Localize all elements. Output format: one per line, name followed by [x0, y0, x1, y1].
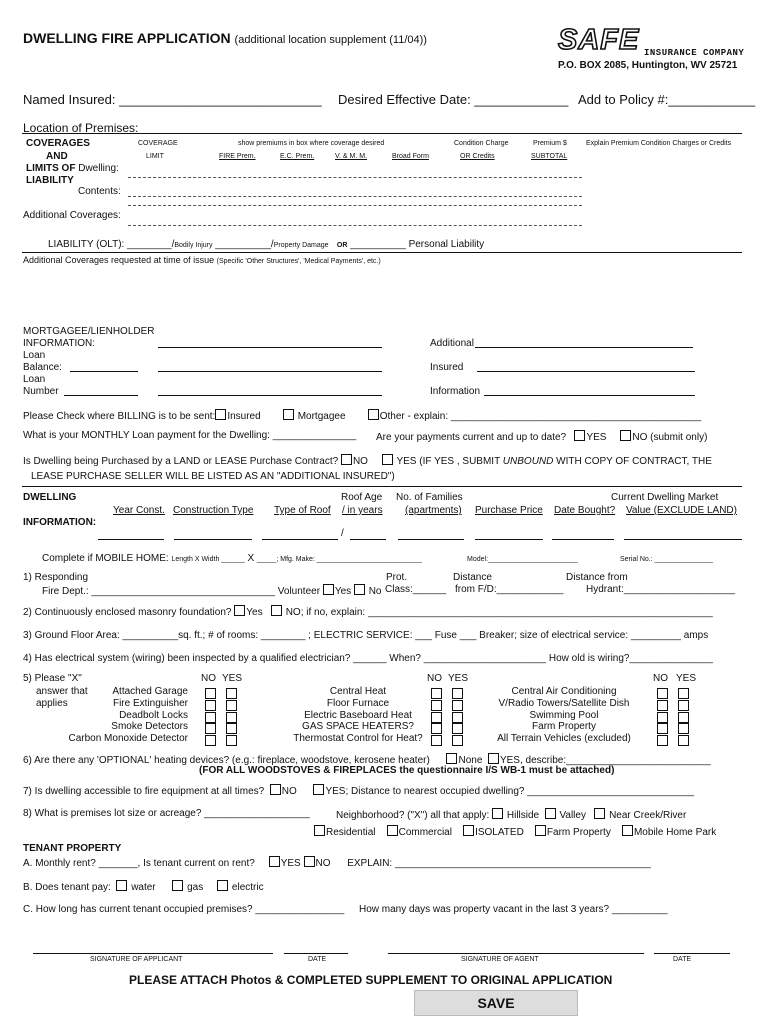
loan-number-field[interactable] — [64, 395, 138, 396]
masonry-row: 2) Continuously enclosed masonry foundation? Yes NO; if no, explain: ______________________________________________________________ — [23, 607, 713, 618]
save-button[interactable]: SAVE — [414, 990, 578, 1016]
mortgagee-info-label: INFORMATION: — [23, 338, 96, 349]
q5-yes-checkbox[interactable] — [226, 688, 237, 699]
neighborhood-row: Neighborhood? ("X") all that apply: Hillside Valley Near Creek/River — [336, 810, 687, 821]
families-header: No. of Families — [396, 492, 463, 503]
dwelling-label: Dwelling: — [78, 163, 119, 174]
loan-label: Loan — [23, 350, 46, 361]
market-value-header: Current Dwelling Market — [611, 492, 719, 503]
accessible-yes-checkbox[interactable] — [313, 784, 324, 795]
rent-yes-checkbox[interactable] — [269, 856, 280, 867]
effective-date-field[interactable]: Desired Effective Date: _____________ — [338, 92, 569, 107]
ground-floor-row[interactable]: 3) Ground Floor Area: __________sq. ft.; # of rooms: ________ ; ELECTRIC SERVICE: ___ Fuse ___ Breaker; size of electrical service: _________ amps — [23, 630, 709, 641]
heating-none-checkbox[interactable] — [446, 753, 457, 764]
q5-col2-labels: Central Heat Floor Furnace Electric Baseboard Heat GAS SPACE HEATERS? Thermostat Control for Heat? — [293, 686, 423, 745]
contents-row-line-2[interactable] — [128, 205, 582, 206]
q5-no-checkbox[interactable] — [657, 688, 668, 699]
q5-no-checkbox[interactable] — [657, 723, 668, 734]
number-label: Number — [23, 386, 59, 397]
from-fd-field[interactable]: from F/D:____________ — [455, 584, 564, 595]
q5-no-checkbox[interactable] — [205, 688, 216, 699]
q5-no-header-3: NO — [653, 673, 668, 684]
volunteer-yes-checkbox[interactable] — [323, 584, 334, 595]
add-to-policy-field[interactable]: Add to Policy #:____________ — [578, 92, 756, 107]
q5-yes-checkbox[interactable] — [678, 712, 689, 723]
electrician-row[interactable]: 4) Has electrical system (wiring) been inspected by a qualified electrician? ______ When? ______________________ How old is wiring?_______________ — [23, 653, 713, 664]
company-logo: SAFE — [558, 24, 640, 56]
additional-insured-field-2[interactable] — [477, 371, 695, 372]
company-address: P.O. BOX 2085, Huntington, WV 25721 — [558, 60, 738, 71]
q5-no-checkbox[interactable] — [657, 712, 668, 723]
col-condition: Condition Charge — [454, 140, 509, 147]
date-bought-header: Date Bought? — [554, 505, 616, 516]
section-divider-2 — [22, 486, 742, 487]
in-years-header: / in years — [342, 505, 383, 516]
valley-checkbox[interactable] — [545, 808, 556, 819]
applicant-signature-line[interactable] — [33, 953, 273, 954]
model-field[interactable]: Model:_______________________ — [467, 556, 578, 563]
section-divider — [22, 252, 742, 253]
q5-col1-labels: Attached Garage Fire Extinguisher Deadbolt Locks Smoke Detectors Carbon Monoxide Detector — [68, 686, 188, 745]
families-field[interactable] — [398, 539, 464, 540]
col-limit: LIMIT — [146, 153, 164, 160]
apartments-header: (apartments) — [405, 505, 462, 516]
q5-col3-labels: Central Air Conditioning V/Radio Towers/Satellite Dish Swimming Pool Farm Property All Terrain Vehicles (excluded) — [497, 686, 631, 745]
q5-yes-checkbox[interactable] — [678, 723, 689, 734]
farm-checkbox[interactable] — [535, 825, 546, 836]
water-checkbox[interactable] — [116, 880, 127, 891]
masonry-yes-checkbox[interactable] — [234, 605, 245, 616]
mortgagee-city-field[interactable] — [158, 395, 382, 396]
q5-no-checkbox[interactable] — [657, 735, 668, 746]
q5-no-checkbox[interactable] — [657, 700, 668, 711]
named-insured-field[interactable]: Named Insured: ____________________________ — [23, 92, 322, 107]
loan-balance-field[interactable] — [70, 371, 138, 372]
commercial-checkbox[interactable] — [387, 825, 398, 836]
neighborhood-row-2: Residential Commercial ISOLATED Farm Property Mobile Home Park — [314, 825, 716, 838]
rent-no-checkbox[interactable] — [304, 856, 315, 867]
applicant-signature-label: SIGNATURE OF APPLICANT — [90, 956, 183, 963]
information-label: Information — [430, 386, 481, 397]
location-line[interactable] — [22, 133, 742, 134]
fire-dept-row[interactable]: Fire Dept.: _________________________________ Volunteer Yes No — [42, 586, 382, 597]
liability-olt[interactable]: LIABILITY (OLT): ________/Bodily Injury __________/Property Damage OR __________ Personal Liability — [48, 239, 485, 250]
q5-yes-checkbox[interactable] — [452, 735, 463, 746]
additional-label: Additional — [430, 338, 474, 349]
dwelling-info-label: INFORMATION: — [23, 517, 97, 528]
masonry-no-checkbox[interactable] — [271, 605, 282, 616]
additional-requested: Additional Coverages requested at time of issue (Specific 'Other Structures', 'Medical Payments', etc.) — [23, 255, 381, 265]
distance-from-label: Distance from — [566, 572, 628, 583]
market-value-field[interactable] — [624, 539, 742, 540]
loan-label-2: Loan — [23, 374, 46, 385]
company-name: INSURANCE COMPANY — [644, 48, 745, 58]
q5-yes-checkbox[interactable] — [226, 735, 237, 746]
roof-type-header: Type of Roof — [274, 505, 331, 516]
date-bought-field[interactable] — [552, 539, 614, 540]
volunteer-no-checkbox[interactable] — [354, 584, 365, 595]
lease-question: Is Dwelling being Purchased by a LAND or LEASE Purchase Contract? NO YES (IF YES , SUBMIT UNBOUND WITH COPY OF CONTRACT, THE — [23, 456, 712, 467]
billing-mortgagee-checkbox[interactable] — [283, 409, 294, 420]
year-const-header: Year Const. — [113, 505, 165, 516]
q5-yes-checkbox[interactable] — [226, 712, 237, 723]
electric-checkbox[interactable] — [217, 880, 228, 891]
dwelling-label: DWELLING — [23, 492, 77, 503]
col-fire: FIRE Prem. — [219, 153, 256, 160]
tenant-occupied-field[interactable]: C. How long has current tenant occupied premises? ________________ — [23, 904, 345, 915]
q5-no-checkbox[interactable] — [205, 700, 216, 711]
mortgagee-name-field[interactable] — [158, 347, 382, 348]
purchase-price-field[interactable] — [475, 539, 543, 540]
additional-insured-field-3[interactable] — [484, 395, 695, 396]
lease-line-2: LEASE PURCHASE SELLER WILL BE LISTED AS AN "ADDITIONAL INSURED") — [31, 471, 395, 482]
hydrant-field[interactable]: Hydrant:____________________ — [586, 584, 736, 595]
billing-other-checkbox[interactable] — [368, 409, 379, 420]
woodstove-note: (FOR ALL WOODSTOVES & FIREPLACES the questionnaire I/S WB-1 must be attached) — [199, 765, 615, 776]
dwelling-row-line[interactable] — [128, 177, 582, 178]
col-ec: E.C. Prem. — [280, 153, 315, 160]
answer-that-label: answer that — [36, 686, 88, 697]
attach-note: PLEASE ATTACH Photos & COMPLETED SUPPLEMENT TO ORIGINAL APPLICATION — [129, 973, 613, 987]
col-premium: Premium $ — [533, 140, 567, 147]
q5-yes-header-3: YES — [676, 673, 697, 684]
applies-label: applies — [36, 698, 68, 709]
mortgagee-label: MORTGAGEE/LIENHOLDER — [23, 326, 155, 337]
roof-age-field[interactable] — [350, 539, 386, 540]
serial-field[interactable]: Serial No.: _______________ — [620, 556, 714, 563]
col-vm: V. & M. M. — [335, 153, 368, 160]
year-const-field[interactable] — [98, 539, 164, 540]
additional-row-line[interactable] — [128, 225, 582, 226]
gas-checkbox[interactable] — [172, 880, 183, 891]
coverages-label: COVERAGES — [26, 138, 90, 149]
current-yes-checkbox[interactable] — [574, 430, 585, 441]
q5-yes-header-1: YES — [222, 673, 243, 684]
col-broad: Broad Form — [392, 153, 429, 160]
q5-no-checkbox[interactable] — [431, 712, 442, 723]
q5-no-checkbox[interactable] — [431, 700, 442, 711]
billing-row: Please Check where BILLING is to be sent: Insured Mortgagee Other - explain: _____________________________________________ — [23, 411, 702, 422]
residential-checkbox[interactable] — [314, 825, 325, 836]
distance-label: Distance — [453, 572, 492, 583]
q5-yes-checkbox[interactable] — [226, 700, 237, 711]
mortgagee-address-field[interactable] — [158, 371, 382, 372]
balance-label: Balance: — [23, 362, 62, 373]
agent-signature-line[interactable] — [388, 953, 644, 954]
tenant-label: TENANT PROPERTY — [23, 843, 122, 854]
responding-label: 1) Responding — [23, 572, 89, 583]
additional-insured-field-1[interactable] — [475, 347, 693, 348]
col-or-credits: OR Credits — [460, 153, 495, 160]
tenant-pay-row: B. Does tenant pay: water gas electric — [23, 882, 264, 893]
q5-yes-checkbox[interactable] — [226, 723, 237, 734]
accessible-row: 7) Is dwelling accessible to fire equipment at all times? NO YES; Distance to nearest occupied dwelling? ______________________________ — [23, 786, 695, 797]
vacant-days-field[interactable]: How many days was property vacant in the last 3 years? __________ — [359, 904, 668, 915]
limits-label: LIMITS OF — [26, 163, 76, 174]
q5-no-checkbox[interactable] — [205, 723, 216, 734]
please-x-label: 5) Please "X" — [23, 673, 82, 684]
isolated-checkbox[interactable] — [463, 825, 474, 836]
col-subtotal: SUBTOTAL — [531, 153, 568, 160]
q5-no-checkbox[interactable] — [431, 735, 442, 746]
monthly-payment-field[interactable]: What is your MONTHLY Loan payment for the Dwelling: _______________ — [23, 430, 357, 441]
roof-type-field[interactable] — [262, 539, 338, 540]
billing-insured-checkbox[interactable] — [215, 409, 226, 420]
heating-yes-checkbox[interactable] — [488, 753, 499, 764]
current-no-checkbox[interactable] — [620, 430, 631, 441]
q5-no-header-2: NO — [427, 673, 442, 684]
col-show-premiums: show premiums in box where coverage desired — [238, 140, 385, 147]
hillside-checkbox[interactable] — [492, 808, 503, 819]
construction-field[interactable] — [174, 539, 252, 540]
q5-yes-header-2: YES — [448, 673, 469, 684]
contents-label: Contents: — [78, 186, 121, 197]
and-label: AND — [46, 151, 68, 162]
purchase-price-header: Purchase Price — [475, 505, 543, 516]
liability-label: LIABILITY — [26, 175, 74, 186]
mobile-park-checkbox[interactable] — [622, 825, 633, 836]
q5-no-checkbox[interactable] — [205, 712, 216, 723]
q5-no-checkbox[interactable] — [205, 735, 216, 746]
agent-signature-label: SIGNATURE OF AGENT — [461, 956, 539, 963]
lease-yes-checkbox[interactable] — [382, 454, 393, 465]
q5-yes-checkbox[interactable] — [678, 688, 689, 699]
mobile-home-row[interactable]: Complete if MOBILE HOME: Length X Width ______ X _____; Mfg. Make: ___________________________ — [42, 553, 422, 564]
optional-heating-row: 6) Are there any 'OPTIONAL' heating devices? (e.g.: fireplace, woodstove, kerosene heater) None YES, describe:__________________________ — [23, 755, 711, 766]
roof-slash: / — [341, 528, 344, 539]
q5-yes-checkbox[interactable] — [452, 688, 463, 699]
value-excl-header: Value (EXCLUDE LAND) — [626, 505, 737, 516]
q5-yes-checkbox[interactable] — [452, 700, 463, 711]
creek-checkbox[interactable] — [594, 808, 605, 819]
agent-date-label: DATE — [673, 956, 692, 963]
agent-date-line[interactable] — [654, 953, 730, 954]
lot-size-field[interactable]: 8) What is premises lot size or acreage? ___________________ — [23, 808, 310, 819]
prot-class-field[interactable]: Class:______ — [385, 584, 447, 595]
contents-row-line[interactable] — [128, 196, 582, 197]
form-title: DWELLING FIRE APPLICATION (additional location supplement (11/04)) — [23, 30, 427, 46]
applicant-date-line[interactable] — [284, 953, 348, 954]
col-coverage: COVERAGE — [138, 140, 178, 147]
payments-current: Are your payments current and up to date? YES NO (submit only) — [376, 432, 708, 443]
q5-no-checkbox[interactable] — [431, 688, 442, 699]
q5-yes-checkbox[interactable] — [678, 735, 689, 746]
col-explain: Explain Premium Condition Charges or Credits — [586, 140, 732, 147]
accessible-no-checkbox[interactable] — [270, 784, 281, 795]
additional-coverages-label: Additional Coverages: — [23, 210, 121, 221]
roof-age-header: Roof Age — [341, 492, 383, 503]
applicant-date-label: DATE — [308, 956, 327, 963]
lease-no-checkbox[interactable] — [341, 454, 352, 465]
q5-no-checkbox[interactable] — [431, 723, 442, 734]
q5-yes-checkbox[interactable] — [452, 712, 463, 723]
q5-no-header-1: NO — [201, 673, 216, 684]
prot-label: Prot. — [386, 572, 408, 583]
q5-yes-checkbox[interactable] — [452, 723, 463, 734]
q5-yes-checkbox[interactable] — [678, 700, 689, 711]
tenant-rent-row[interactable]: A. Monthly rent? _______, Is tenant current on rent? YES NO EXPLAIN: ______________________________________________ — [23, 858, 651, 869]
construction-header: Construction Type — [173, 505, 254, 516]
insured-label: Insured — [430, 362, 464, 373]
location-label: Location of Premises: — [23, 121, 139, 135]
